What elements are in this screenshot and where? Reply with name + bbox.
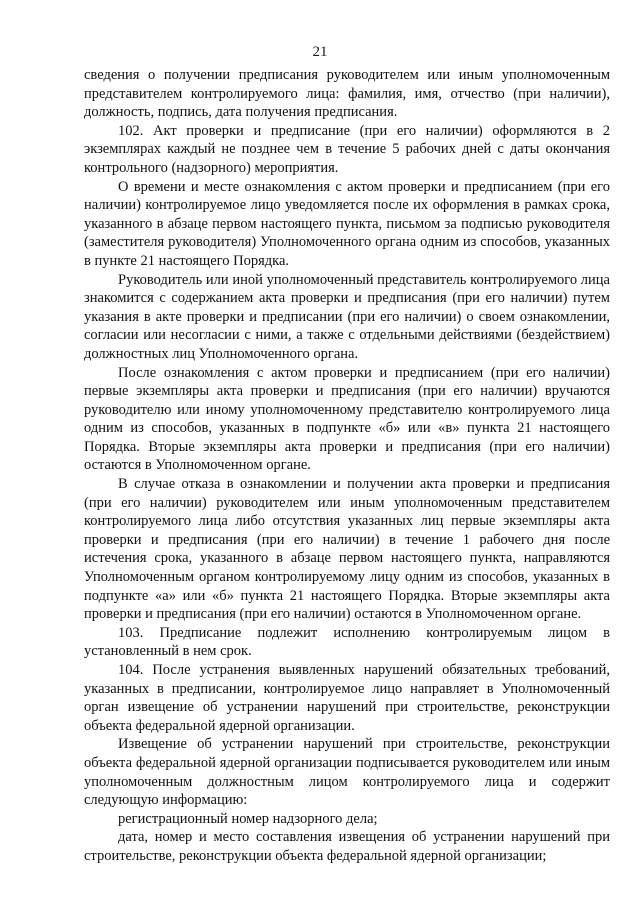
paragraph: Руководитель или иной уполномоченный представитель контролируемого лица знакомится с содержанием акта проверки и предписания (при его наличии) путем указания в акте проверки и предписании (при его наличии) о своем ознакомлении, согласии или несогласии с ними, а также с отдельными действиями (бездействием) должностных лиц Уполномоченного органа. xyxy=(84,271,610,362)
page-number: 21 xyxy=(312,44,328,60)
list-item: дата, номер и место составления извещения об устранении нарушений при строительстве, реконструкции объекта федеральной ядерной организации; xyxy=(84,829,610,864)
paragraph: сведения о получении предписания руководителем или иным уполномоченным представителем контролируемого лица: фамилия, имя, отчество (при наличии), должность, подпись, дата получения предписания. xyxy=(84,67,610,121)
list-item: регистрационный номер надзорного дела; xyxy=(118,810,378,827)
paragraph-item-103: 103. Предписание подлежит исполнению контролируемым лицом в установленный в нем срок. xyxy=(84,624,610,660)
paragraph: О времени и месте ознакомления с актом проверки и предписанием (при его наличии) контролируемое лицо уведомляется после их оформления в рамках срока, указанного в абзаце первом настоящего пункта, письмом за подписью руководителя (заместителя руководителя) Уполномоченного органа одним из способов, указанных в пункте 21 настоящего Порядка. xyxy=(84,178,610,269)
paragraph: В случае отказа в ознакомлении и получении акта проверки и предписания (при его наличии) руководителем или иным уполномоченным представителем контролируемого лица либо отсутствия указанных лиц первые экземпляры акта проверки и предписания (при его наличии) в течение 1 рабочего дня после истечения срока, указанного в абзаце первом настоящего пункта, направляются Уполномоченным органом контролируемому лицу одним из способов, указанных в подпункте «а» или «б» пункта 21 настоящего Порядка. Вторые экземпляры акта проверки и предписания (при его наличии) остаются в Уполномоченном органе. xyxy=(84,476,610,623)
paragraph-item-104: 104. После устранения выявленных нарушений обязательных требований, указанных в предписании, контролируемое лицо направляет в Уполномоченный орган извещение об устранении нарушений при строительстве, реконструкции объекта федеральной ядерной организации. xyxy=(84,662,610,734)
paragraph-item-102: 102. Акт проверки и предписание (при его наличии) оформляются в 2 экземплярах каждый не позднее чем в течение 5 рабочих дней с даты окончания контрольного (надзорного) мероприятия. xyxy=(84,122,610,176)
paragraph: После ознакомления с актом проверки и предписанием (при его наличии) первые экземпляры акта проверки и предписания (при его наличии) вручаются руководителю или иному уполномоченному представителю контролируемого лица одним из способов, указанных в подпункте «б» или «в» пункта 21 настоящего Порядка. Вторые экземпляры акта проверки и предписания (при его наличии) остаются в Уполномоченном органе. xyxy=(84,364,610,474)
document-body xyxy=(84,66,610,866)
paragraph: Извещение об устранении нарушений при строительстве, реконструкции объекта федеральной ядерной организации подписывается руководителем или иным уполномоченным должностным лицом контролируемого лица и содержит следующую информацию: xyxy=(84,736,610,809)
